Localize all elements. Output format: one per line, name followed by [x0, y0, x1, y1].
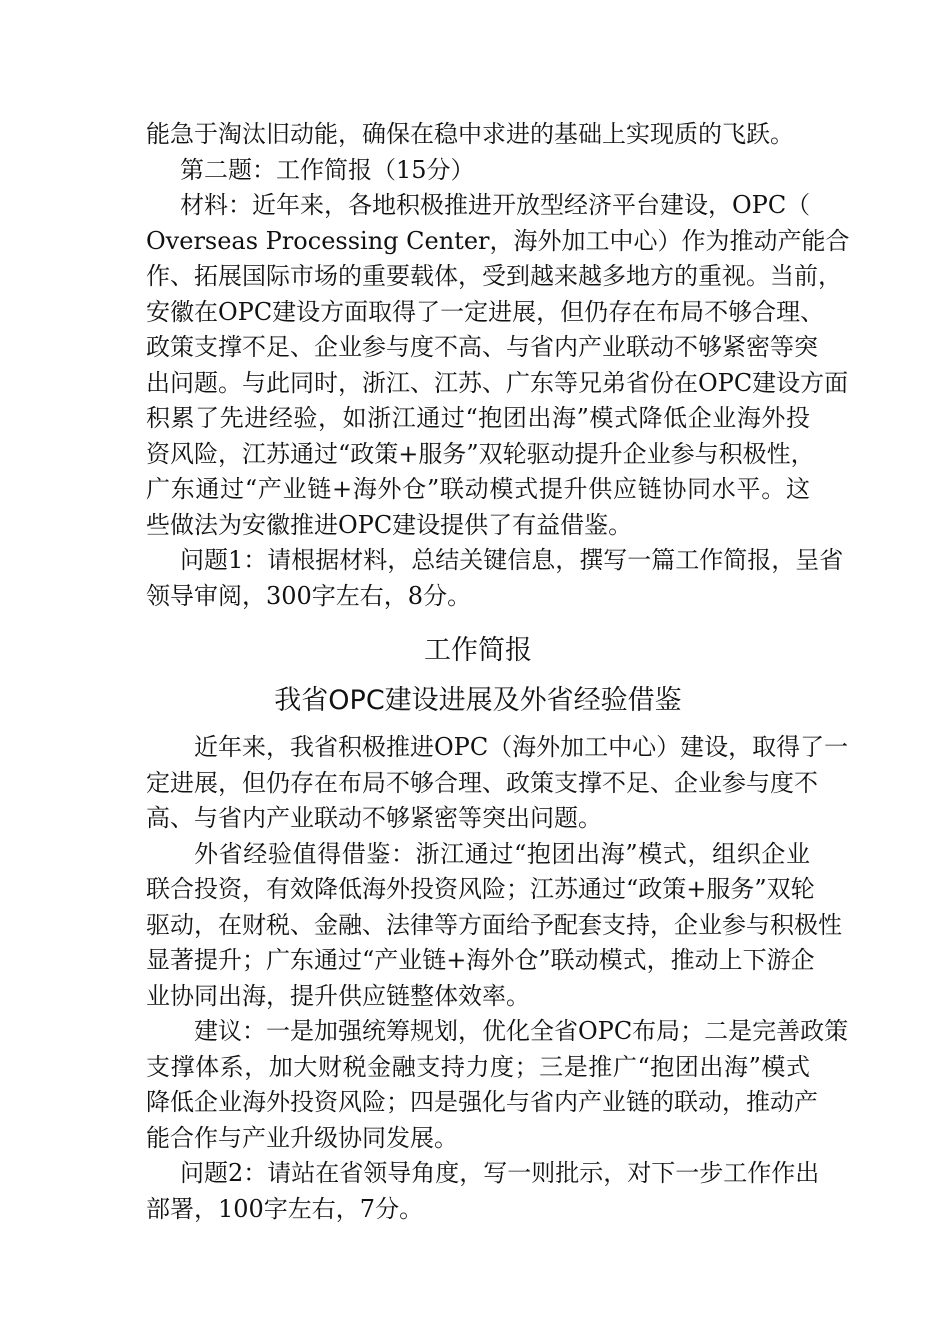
question-title: 第二题：工作简报（15分）: [180, 155, 475, 184]
material-paragraph: [146, 188, 850, 543]
text-line: 支撑体系，加大财税金融支持力度；三是推广“抱团出海”模式: [146, 1052, 810, 1081]
text-line: Overseas Processing Center，海外加工中心）作为推动产能合: [146, 226, 850, 255]
text-line: 问题1：请根据材料，总结关键信息，撰写一篇工作简报，呈省: [180, 546, 844, 574]
text-line: 建议：一是加强统筹规划，优化全省OPC布局；二是完善政策: [194, 1017, 849, 1045]
text-line: 积累了先进经验，如浙江通过“抱团出海”模式降低企业海外投: [146, 404, 810, 432]
report-subtitle: 我省OPC建设进展及外省经验借鉴: [274, 685, 682, 716]
report-title: 工作简报: [424, 635, 532, 666]
text-line: 降低企业海外投资风险；四是强化与省内产业链的联动，推动产: [146, 1088, 818, 1116]
text-line: 高、与省内产业联动不够紧密等突出问题。: [146, 804, 602, 832]
text-line: 出问题。与此同时，浙江、江苏、广东等兄弟省份在OPC建设方面: [146, 368, 849, 397]
text-line: 政策支撑不足、企业参与度不高、与省内产业联动不够紧密等突: [146, 333, 818, 361]
text-line: 显著提升；广东通过“产业链+海外仓”联动模式，推动上下游企: [146, 946, 815, 974]
text-line: 资风险，江苏通过“政策+服务”双轮驱动提升企业参与积极性，: [146, 439, 815, 468]
carry-over-line: 能急于淘汰旧动能，确保在稳中求进的基础上实现质的飞跃。: [146, 120, 794, 148]
text-line: 能合作与产业升级协同发展。: [146, 1123, 458, 1152]
text-line: 材料：近年来，各地积极推进开放型经济平台建设，OPC（: [180, 191, 811, 219]
text-line: 近年来，我省积极推进OPC（海外加工中心）建设，取得了一: [194, 733, 849, 761]
text-line: 驱动，在财税、金融、法律等方面给予配套支持，企业参与积极性: [146, 910, 842, 939]
report-paragraph-2: [146, 837, 842, 1015]
report-paragraph-3: [146, 1014, 849, 1156]
text-line: 联合投资，有效降低海外投资风险；江苏通过“政策+服务”双轮: [146, 875, 815, 903]
text-line: 部署，100字左右，7分。: [146, 1194, 424, 1223]
report-paragraph-1: [146, 730, 849, 837]
text-line: 广东通过“产业链+海外仓”联动模式提升供应链协同水平。这: [146, 475, 810, 503]
text-line: 安徽在OPC建设方面取得了一定进展，但仍存在布局不够合理、: [146, 297, 825, 326]
text-line: 外省经验值得借鉴：浙江通过“抱团出海”模式，组织企业: [194, 839, 810, 868]
text-line: 定进展，但仍存在布局不够合理、政策支撑不足、企业参与度不: [146, 768, 818, 797]
text-line: 领导审阅，300字左右，8分。: [146, 581, 472, 610]
text-line: 业协同出海，提升供应链整体效率。: [146, 981, 530, 1010]
text-line: 些做法为安徽推进OPC建设提供了有益借鉴。: [146, 510, 633, 539]
document-page: [146, 117, 850, 1227]
text-line: 问题2：请站在省领导角度，写一则批示，对下一步工作作出: [180, 1159, 820, 1187]
question-2: [146, 1156, 820, 1227]
text-line: 作、拓展国际市场的重要载体，受到越来越多地方的重视。当前，: [146, 262, 842, 290]
question-1: [146, 543, 844, 614]
